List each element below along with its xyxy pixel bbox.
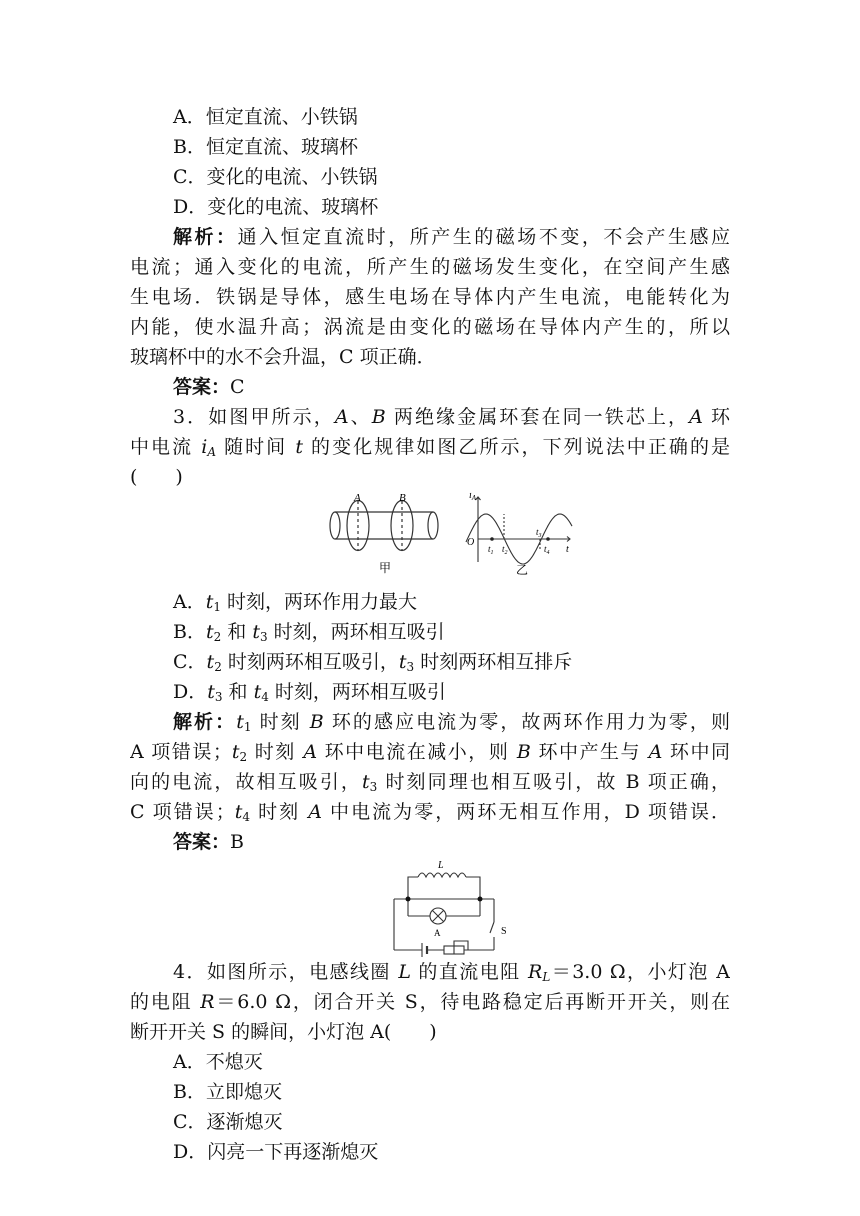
switch-s	[490, 922, 494, 933]
q4-stem-line: 4．如图所示，电感线圈 L 的直流电阻 $R_L=3.0$ Ω，小灯泡 A	[173, 961, 730, 984]
q3-analysis-line: A 项错误；$t_2$ 时刻 A 环中电流在减小，则 B 环中产生与 A 环中同	[130, 741, 730, 764]
q4-option-b: B．立即熄灭	[173, 1081, 282, 1103]
q2-option-c: C．变化的电流、小铁锅	[173, 166, 378, 188]
q3-analysis-line: 向的电流，故相互吸引，$t_3$ 时刻同理也相互吸引，故 B 项正确，	[130, 771, 730, 794]
q2-analysis-line: 电流；通入变化的电流，所产生的磁场发生变化，在空间产生感	[130, 256, 730, 278]
figure-caption-jia: 甲	[378, 561, 392, 575]
t1-dot	[490, 537, 494, 541]
t4-dot	[546, 537, 550, 541]
figure-caption-yi: 乙	[515, 563, 529, 577]
q2-analysis-line: 生电场．铁锅是导体，感生电场在导体内产生电流，电能转化为	[130, 286, 730, 308]
ring-b-label: B	[399, 492, 406, 504]
q4-option-c: C．逐渐熄灭	[173, 1111, 283, 1133]
q4-circuit-svg	[130, 857, 730, 957]
t2-label: $t_2$	[502, 544, 508, 556]
iron-core-diagram	[330, 501, 438, 551]
q2-analysis-line: 内能，使水温升高；涡流是由变化的磁场在导体内产生的，所以	[130, 316, 730, 338]
t1-label: $t_1$	[488, 544, 494, 556]
q2-option-a: A．恒定直流、小铁锅	[173, 106, 358, 128]
q2-option-b: B．恒定直流、玻璃杯	[173, 136, 358, 158]
q3-option-a: A．$t_1$ 时刻，两环作用力最大	[173, 591, 418, 614]
t3-label: $t_3$	[536, 527, 542, 539]
junction-dot	[406, 897, 411, 902]
junction-dot	[478, 897, 483, 902]
q3-stem-paren: ( )	[130, 466, 183, 488]
q3-analysis-line: 解析：$t_1$ 时刻 B 环的感应电流为零，故两环作用力为零，则	[173, 711, 730, 734]
q4-stem-line: 的电阻 R＝6.0 Ω，闭合开关 S，待电路稳定后再断开开关，则在	[130, 991, 730, 1013]
i-axis-label: $i_A$	[469, 492, 477, 502]
q4-option-d: D．闪亮一下再逐渐熄灭	[173, 1141, 379, 1163]
t4-label: $t_4$	[544, 544, 550, 556]
q4-option-a: A．不熄灭	[173, 1051, 263, 1073]
q3-stem-line: 中电流 $i_A$ 随时间 t 的变化规律如图乙所示，下列说法中正确的是	[130, 436, 730, 459]
q2-analysis-line: 解析：通入恒定直流时，所产生的磁场不变，不会产生感应	[173, 226, 730, 248]
q3-figure-svg	[130, 492, 730, 587]
inductor-coil	[418, 873, 466, 877]
q3-option-c: C．$t_2$ 时刻两环相互吸引，$t_3$ 时刻两环相互排斥	[173, 651, 573, 674]
lamp-label: A	[434, 928, 441, 938]
ring-a-label: A	[354, 492, 361, 504]
q2-answer: 答案：C	[173, 376, 245, 398]
document-page	[130, 102, 730, 1167]
t-axis-label: t	[566, 544, 569, 555]
q3-option-b: B．$t_2$ 和 $t_3$ 时刻，两环相互吸引	[173, 621, 445, 644]
switch-label: S	[501, 926, 507, 937]
q3-figure	[130, 492, 730, 587]
q3-stem-line: 3．如图甲所示，A、B 两绝缘金属环套在同一铁芯上，A 环	[173, 406, 730, 428]
q4-stem-line: 断开开关 S 的瞬间，小灯泡 A( )	[130, 1021, 437, 1043]
q3-option-d: D．$t_3$ 和 $t_4$ 时刻，两环相互吸引	[173, 681, 446, 704]
origin-label: O	[467, 537, 475, 548]
q4-circuit-figure	[130, 857, 730, 957]
q3-answer: 答案：B	[173, 831, 244, 853]
current-time-graph	[466, 497, 572, 564]
q2-option-d: D．变化的电流、玻璃杯	[173, 196, 379, 218]
inductor-label: L	[438, 860, 444, 871]
q2-analysis-line: 玻璃杯中的水不会升温，C 项正确．	[130, 346, 436, 368]
q3-analysis-line: C 项错误；$t_4$ 时刻 A 中电流为零，两环无相互作用，D 项错误．	[130, 801, 730, 824]
circuit-wires	[394, 873, 494, 957]
